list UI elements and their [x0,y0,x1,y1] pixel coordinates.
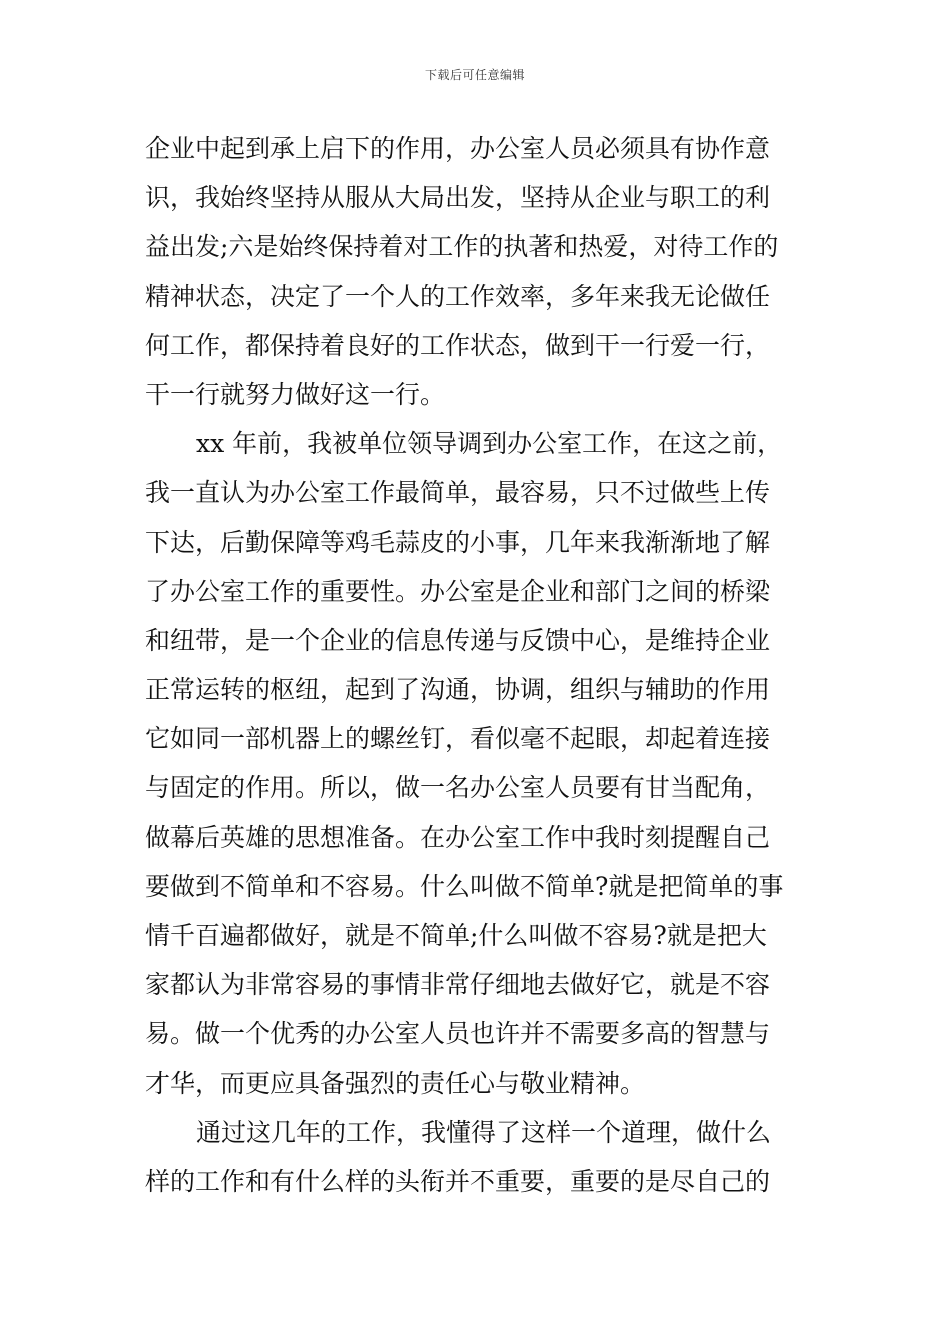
text-line: 识，我始终坚持从服从大局出发，坚持从企业与职工的利 [145,183,771,213]
text-line: 和纽带，是一个企业的信息传递与反馈中心，是维持企业 [145,625,771,655]
text-line: 要做到不简单和不容易。什么叫做不简单?就是把简单的事 [145,871,784,901]
header-note: 下载后可任意编辑 [424,68,525,82]
text-line: 干一行就努力做好这一行。 [145,379,446,409]
text-line: 情千百遍都做好，就是不简单;什么叫做不容易?就是把大 [145,921,767,950]
paragraph-start-line: 通过这几年的工作，我懂得了这样一个道理，做什么 [196,1117,772,1147]
text-line: 才华，而更应具备强烈的责任心与敬业精神。 [145,1068,646,1098]
text-line: 下达，后勤保障等鸡毛蒜皮的小事，几年来我渐渐地了解 [145,527,771,557]
text-line: 企业中起到承上启下的作用，办公室人员必须具有协作意 [145,134,771,163]
text-line: 易。做一个优秀的办公室人员也许并不需要多高的智慧与 [145,1019,771,1049]
text-line: 了办公室工作的重要性。办公室是企业和部门之间的桥梁 [145,576,771,606]
text-line: 样的工作和有什么样的头衔并不重要，重要的是尽自己的 [145,1166,771,1196]
text-line: 家都认为非常容易的事情非常仔细地去做好它，就是不容 [145,970,771,1000]
text-line: 何工作，都保持着良好的工作状态，做到干一行爱一行， [145,330,771,360]
text-line: 正常运转的枢纽，起到了沟通，协调，组织与辅助的作用 [145,675,771,705]
text-line: 我一直认为办公室工作最简单，最容易，只不过做些上传 [145,478,771,508]
text-line: 精神状态，决定了一个人的工作效率，多年来我无论做任 [145,281,771,311]
body-text [145,124,810,1206]
text-line: 它如同一部机器上的螺丝钉，看似毫不起眼，却起着连接 [145,724,771,754]
text-line: 与固定的作用。所以，做一名办公室人员要有甘当配角， [145,773,771,803]
text-line: 做幕后英雄的思想准备。在办公室工作中我时刻提醒自己 [145,822,771,852]
text-line: 益出发;六是始终保持着对工作的执著和热爱，对待工作的 [145,232,779,262]
paragraph-start-line: xx 年前，我被单位领导调到办公室工作，在这之前， [196,429,783,459]
